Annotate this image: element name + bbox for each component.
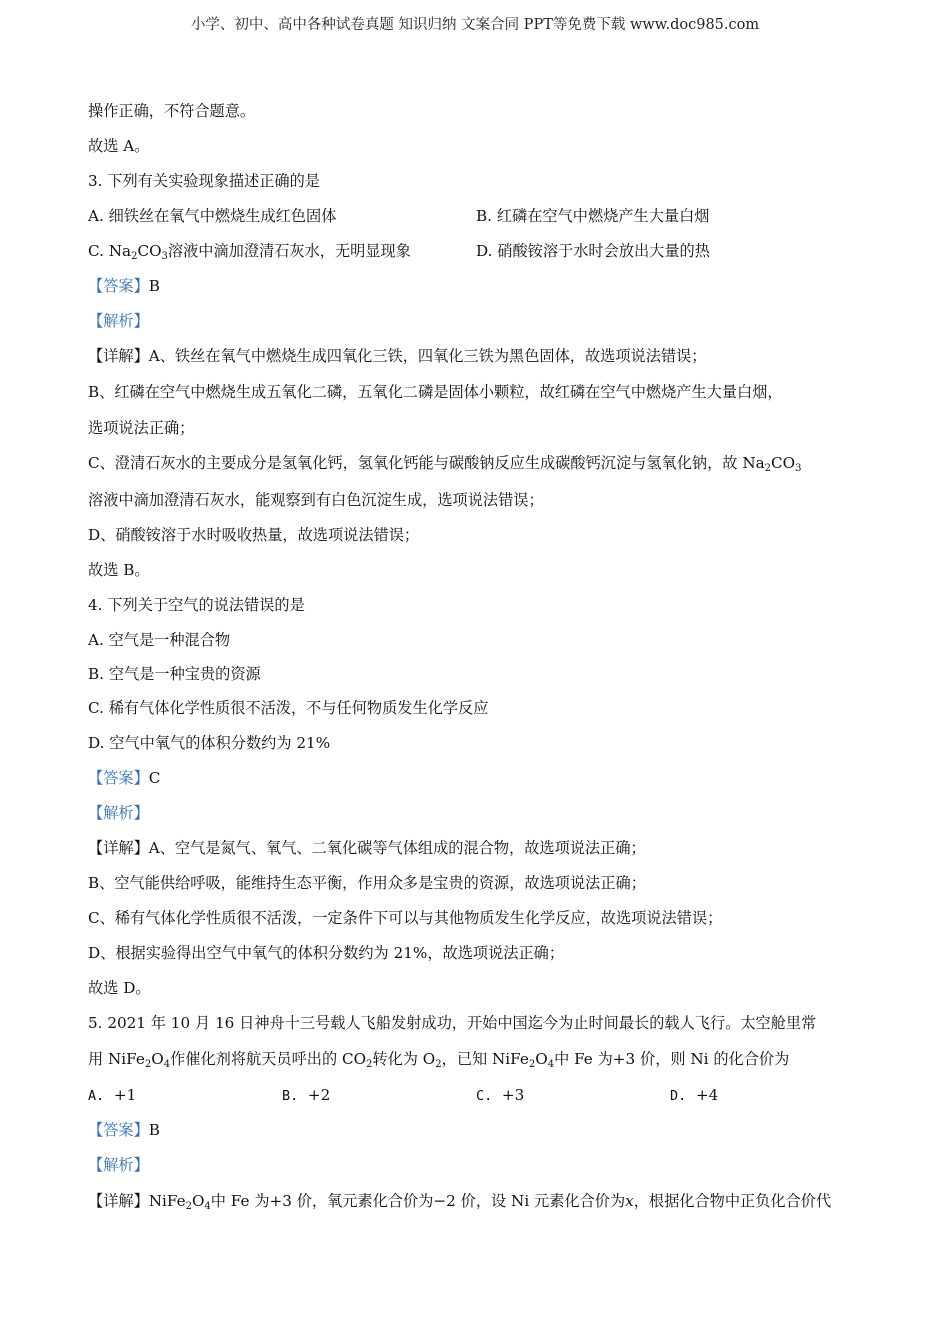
detail-line: 【详解】A、空气是氮气、氧气、二氧化碳等气体组成的混合物，故选项说法正确；: [88, 839, 646, 857]
conclusion: 故选 D。: [88, 979, 151, 997]
answer-line: 【答案】C: [88, 769, 161, 787]
detail-line: D、根据实验得出空气中氧气的体积分数约为 21%，故选项说法正确；: [88, 944, 565, 962]
option-d: D. 空气中氧气的体积分数约为 21%: [88, 734, 331, 752]
text-line: 操作正确，不符合题意。: [88, 102, 256, 120]
analysis-tag: 【解析】: [88, 1156, 149, 1174]
analysis-tag: 【解析】: [88, 804, 149, 822]
detail-line: C、稀有气体化学性质很不活泼，一定条件下可以与其他物质发生化学反应，故选项说法错误；: [88, 909, 723, 927]
option-c: C. 稀有气体化学性质很不活泼，不与任何物质发生化学反应: [88, 699, 489, 717]
detail-line: D、硝酸铵溶于水时吸收热量，故选项说法错误；: [88, 526, 420, 544]
detail-line: 选项说法正确；: [88, 419, 195, 437]
option-c: C. $Na_2CO_3$溶液中滴加澄清石灰水，无明显现象: [88, 242, 411, 262]
detail-line: B、空气能供给呼吸，能维持生态平衡，作用众多是宝贵的资源，故选项说法正确；: [88, 874, 646, 892]
option-b: B. 红磷在空气中燃烧产生大量白烟: [476, 207, 710, 225]
question-4: 4. 下列关于空气的说法错误的是: [88, 596, 305, 614]
question-3: 3. 下列有关实验现象描述正确的是: [88, 172, 320, 190]
detail-line: 溶液中滴加澄清石灰水，能观察到有白色沉淀生成，选项说法错误；: [88, 491, 544, 509]
detail-line: C、澄清石灰水的主要成分是氢氧化钙，氢氧化钙能与碳酸钠反应生成碳酸钙沉淀与氢氧化钠，故 $Na_2CO_3$: [88, 454, 802, 474]
detail-line: 【详解】A、铁丝在氧气中燃烧生成四氧化三铁，四氧化三铁为黑色固体，故选项说法错误；: [88, 347, 707, 365]
answer-line: 【答案】B: [88, 277, 160, 295]
text-line: 故选 A。: [88, 137, 150, 155]
detail-line: 【详解】$NiFe_2O_4$中 Fe 为+3 价，氧元素化合价为−2 价，设 Ni 元素化合价为x，根据化合物中正负化合价代: [88, 1192, 832, 1212]
option-d: D. +4: [670, 1086, 719, 1104]
question-5: 5. 2021 年 10 月 16 日神舟十三号载人飞船发射成功，开始中国迄今为止时间最长的载人飞行。太空舱里常: [88, 1014, 817, 1032]
answer-line: 【答案】B: [88, 1121, 160, 1139]
option-b: B. +2: [282, 1086, 331, 1104]
conclusion: 故选 B。: [88, 561, 150, 579]
option-a: A. 空气是一种混合物: [88, 631, 231, 649]
question-5-cont: 用 $NiFe_2O_4$作催化剂将航天员呼出的 $CO_2$转化为 $O_2$，已知 $NiFe_2O_4$中 Fe 为+3 价，则 Ni 的化合价为: [88, 1050, 790, 1070]
option-a: A. +1: [88, 1086, 137, 1104]
option-d: D. 硝酸铵溶于水时会放出大量的热: [476, 242, 710, 260]
option-b: B. 空气是一种宝贵的资源: [88, 665, 261, 683]
option-c: C. +3: [476, 1086, 525, 1104]
page-header: 小学、初中、高中各种试卷真题 知识归纳 文案合同 PPT等免费下载 www.doc985.com: [190, 17, 760, 33]
detail-line: B、红磷在空气中燃烧生成五氧化二磷，五氧化二磷是固体小颗粒，故红磷在空气中燃烧产生大量白烟，: [88, 383, 783, 401]
option-a: A. 细铁丝在氧气中燃烧生成红色固体: [88, 207, 337, 225]
analysis-tag: 【解析】: [88, 312, 149, 330]
